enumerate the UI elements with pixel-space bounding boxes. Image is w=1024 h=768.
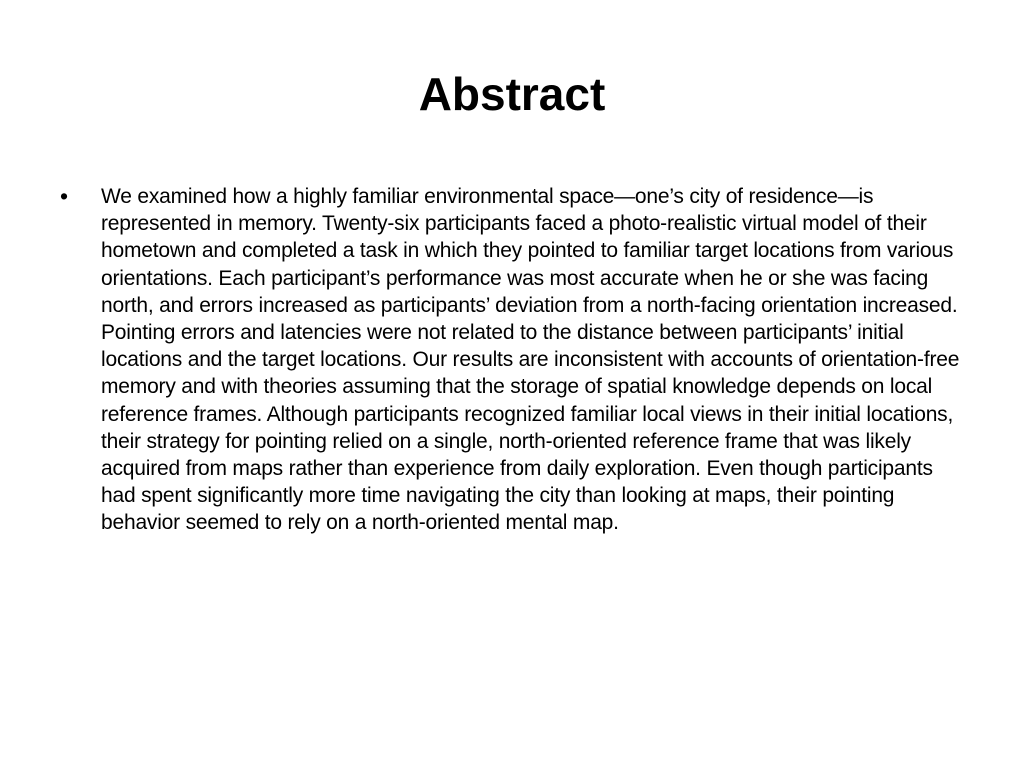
slide-title: Abstract [418, 68, 606, 120]
abstract-paragraph: We examined how a highly familiar environmental space—one’s city of residence—is represented in memory. Twenty-six participants faced a photo-realistic virtual model of their hometown and completed a task in which they pointed to familiar target locations from various orientations. Each participant’s performance was most accurate when he or she was facing north, and errors increased as participants’ deviation from a north-facing orientation increased. Pointing errors and latencies were not related to the distance between participants’ initial locations and the target locations. Our results are inconsistent with accounts of orientation-free memory and with theories assuming that the storage of spatial knowledge depends on local reference frames. Although participants recognized familiar local views in their initial locations, their strategy for pointing relied on a single, north-oriented reference frame that was likely acquired from maps rather than experience from daily exploration. Even though participants had spent significantly more time navigating the city than looking at maps, their pointing behavior seemed to rely on a north-oriented mental map. [101, 185, 960, 535]
bullet-icon: • [60, 183, 69, 209]
list-item [56, 183, 960, 537]
bullet-list [56, 183, 960, 537]
